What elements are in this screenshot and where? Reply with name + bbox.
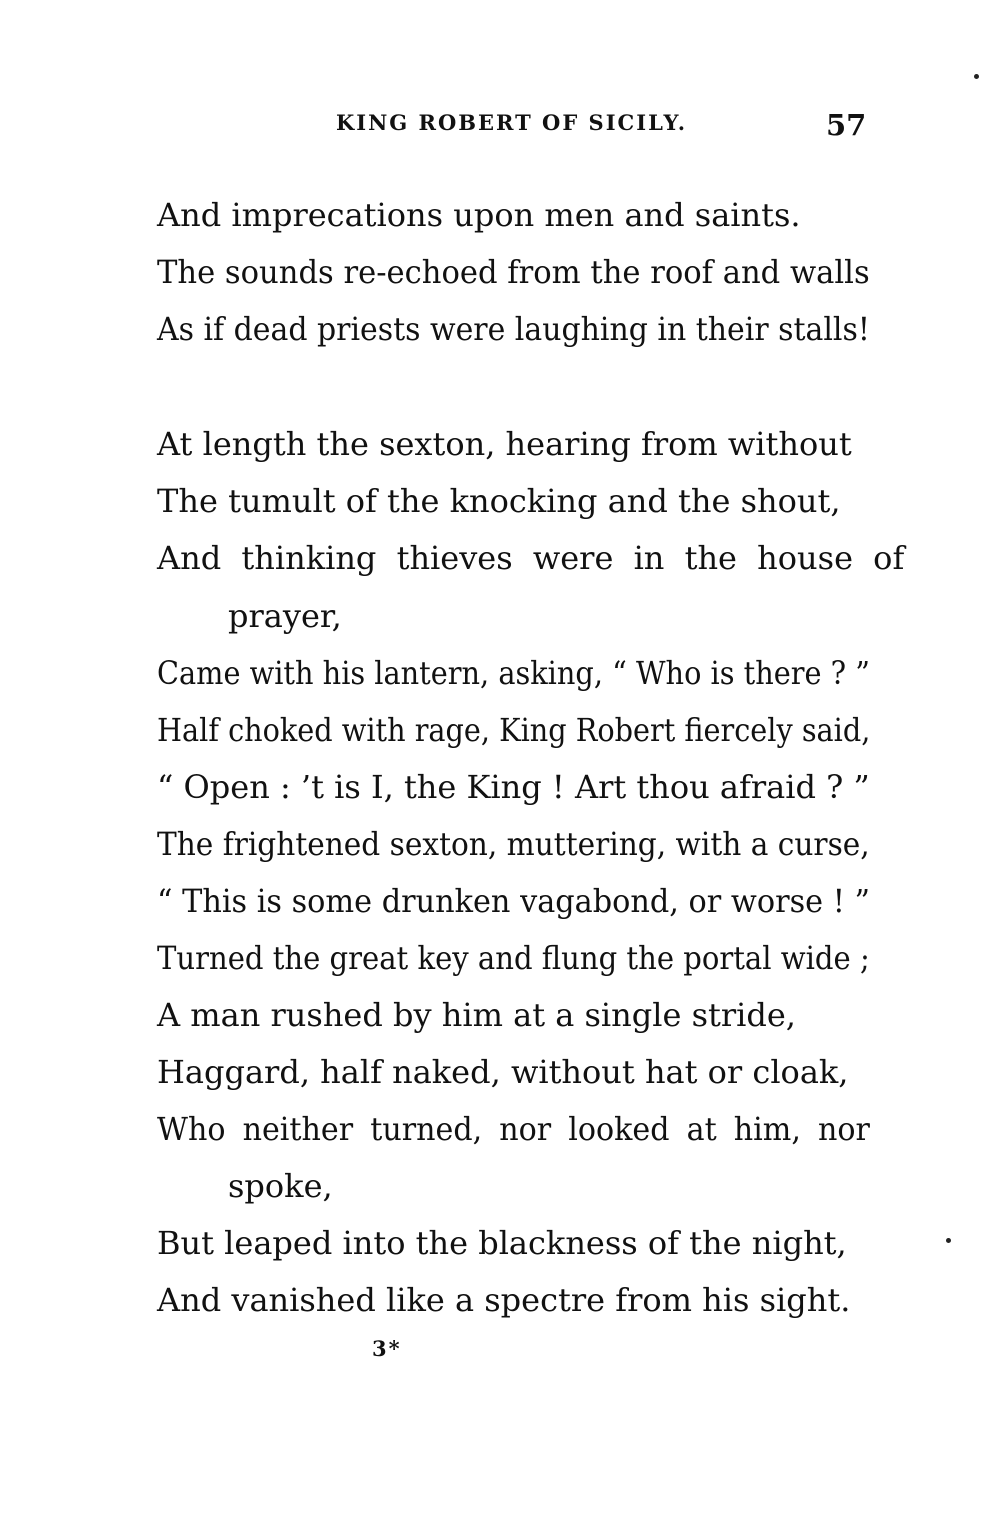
verse-line: As if dead priests were laughing in their stalls! <box>157 310 870 348</box>
verse-line: And vanished like a spectre from his sight. <box>157 1281 851 1319</box>
running-title: KING ROBERT OF SICILY. <box>336 110 688 135</box>
verse-line: “ This is some drunken vagabond, or worse ! ” <box>157 882 871 920</box>
verse-line-continuation: prayer, <box>228 597 342 635</box>
verse-line: And thinking thieves were in the house of <box>157 539 905 577</box>
verse-line: The sounds re-echoed from the roof and walls <box>157 253 870 291</box>
verse-line: And imprecations upon men and saints. <box>157 196 801 234</box>
verse-line: Half choked with rage, King Robert fiercely said, <box>157 711 871 749</box>
verse-line: The tumult of the knocking and the shout, <box>157 482 841 520</box>
page-number: 57 <box>826 108 867 142</box>
verse-line: At length the sexton, hearing from without <box>157 425 852 463</box>
print-speck <box>974 74 979 79</box>
verse-line: Came with his lantern, asking, “ Who is there ? ” <box>157 654 870 692</box>
verse-line-continuation: spoke, <box>228 1167 333 1205</box>
print-speck <box>946 1238 951 1243</box>
signature-mark: 3* <box>372 1336 402 1361</box>
verse-line: “ Open : ’t is I, the King ! Art thou afraid ? ” <box>157 768 870 806</box>
verse-line: But leaped into the blackness of the night, <box>157 1224 847 1262</box>
verse-line: A man rushed by him at a single stride, <box>157 996 796 1034</box>
verse-line: The frightened sexton, muttering, with a curse, <box>157 825 870 863</box>
verse-line: Haggard, half naked, without hat or cloak, <box>157 1053 849 1091</box>
verse-line: Turned the great key and flung the portal wide ; <box>157 939 870 977</box>
verse-line: Who neither turned, nor looked at him, nor <box>157 1110 870 1148</box>
